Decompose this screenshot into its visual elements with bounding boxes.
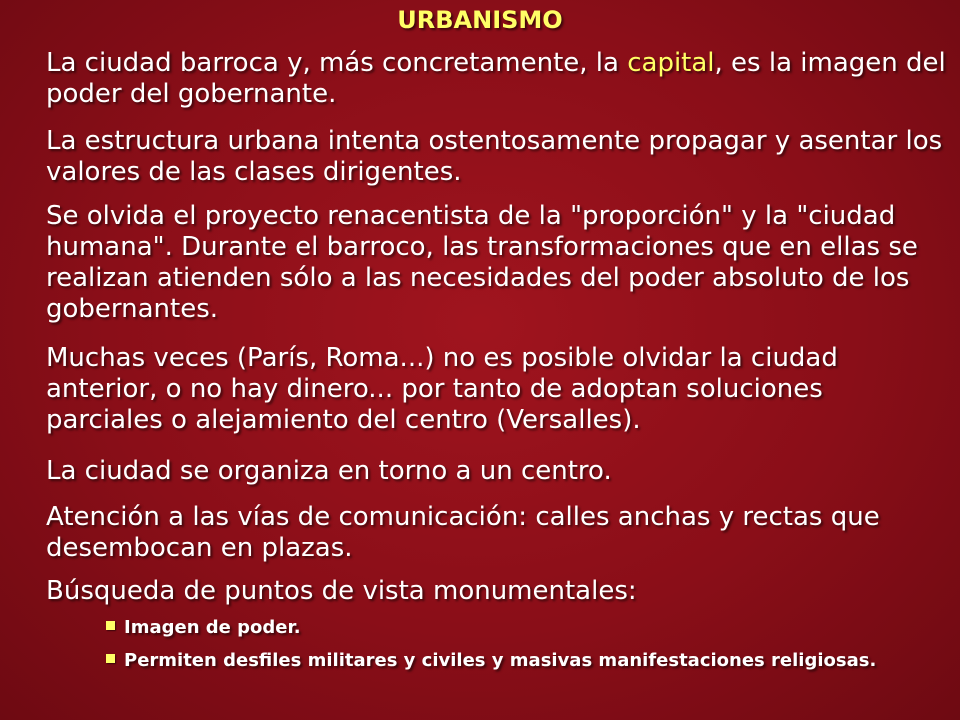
paragraph-text: La ciudad barroca y, más concretamente, la [46, 48, 628, 78]
paragraph-text: , es la imagen del poder del gobernante. [46, 48, 946, 109]
paragraph-capital [46, 48, 946, 110]
paragraph-centro: La ciudad se organiza en torno a un centro. [46, 456, 612, 486]
sub-bullet-item [106, 649, 956, 673]
sub-bullet-text: Imagen de poder. [124, 617, 301, 638]
highlight-capital: capital [627, 48, 715, 78]
paragraph-puntos-vista: Búsqueda de puntos de vista monumentales: [46, 576, 637, 606]
paragraph-proporcion: Se olvida el proyecto renacentista de la "proporción" y la "ciudad humana". Durante el barroco, las transformaciones que en ellas se realizan atienden sólo a las necesidades del poder absoluto de los gobernantes. [46, 201, 918, 324]
paragraph-estructura: La estructura urbana intenta ostentosamente propagar y asentar los valores de las clases dirigentes. [46, 126, 943, 187]
sub-bullet-item [106, 616, 956, 640]
paragraph-muchas-veces: Muchas veces (París, Roma...) no es posible olvidar la ciudad anterior, o no hay dinero... por tanto de adoptan soluciones parciales o alejamiento del centro (Versalles). [46, 343, 838, 435]
sub-bullet-text: Permiten desfiles militares y civiles y masivas manifestaciones religiosas. [124, 650, 877, 671]
paragraph-vias: Atención a las vías de comunicación: calles anchas y rectas que desembocan en plazas. [46, 502, 880, 563]
slide-title: URBANISMO [397, 6, 563, 34]
square-bullet-icon [106, 621, 115, 630]
square-bullet-icon [106, 654, 115, 663]
